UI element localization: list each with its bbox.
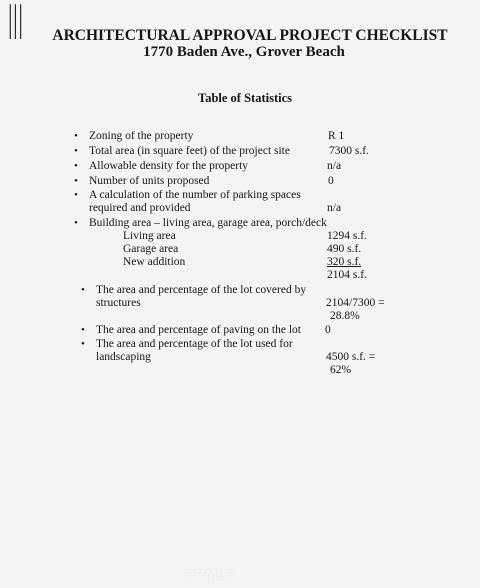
sub-value-living: 1294 s.f.: [327, 230, 367, 242]
corner-tally-mark: |||: [8, 0, 24, 40]
sub-label-living: Living area: [123, 230, 176, 242]
sub-label-addition: New addition: [123, 256, 186, 268]
item-value-paving: 0: [325, 324, 331, 336]
item-label-paving: The area and percentage of paving on the lot: [96, 324, 301, 336]
document-title: ARCHITECTURAL APPROVAL PROJECT CHECKLIST: [52, 27, 448, 44]
bullet-icon: •: [74, 189, 78, 201]
item-value-lot-covered-line2: 28.8%: [330, 310, 360, 322]
item-label-lot-covered-line2: structures: [96, 297, 141, 309]
item-label-landscaping-line1: The area and percentage of the lot used for: [96, 338, 293, 350]
item-label-density: Allowable density for the property: [89, 160, 249, 172]
building-total-value: 2104 s.f.: [327, 269, 367, 281]
bullet-icon: •: [74, 217, 78, 229]
bullet-icon: •: [81, 284, 85, 296]
item-label-parking-line2: required and provided: [89, 202, 191, 214]
sub-value-garage: 490 s.f.: [327, 243, 362, 255]
bullet-icon: •: [81, 338, 85, 350]
item-label-landscaping-line2: landscaping: [96, 351, 151, 363]
watermark: CRMLS: [185, 567, 237, 582]
bullet-icon: •: [74, 130, 78, 142]
item-label-parking-line1: A calculation of the number of parking spaces: [89, 189, 301, 201]
item-label-zoning: Zoning of the property: [89, 130, 194, 142]
item-label-lot-covered-line1: The area and percentage of the lot covered by: [96, 284, 307, 296]
sub-value-addition: 320 s.f.: [327, 256, 362, 268]
bullet-icon: •: [74, 145, 78, 157]
item-value-units: 0: [328, 175, 334, 187]
item-value-total-area: 7300 s.f.: [329, 145, 369, 157]
item-label-units: Number of units proposed: [89, 175, 210, 187]
item-value-landscaping-line2: 62%: [330, 364, 352, 376]
bullet-icon: •: [74, 175, 78, 187]
document-address: 1770 Baden Ave., Grover Beach: [143, 44, 345, 60]
item-label-building-area: Building area – living area, garage area, porch/deck: [89, 217, 327, 229]
table-heading: Table of Statistics: [198, 91, 292, 105]
sub-label-garage: Garage area: [123, 243, 179, 255]
bullet-icon: •: [81, 324, 85, 336]
item-value-lot-covered-line1: 2104/7300 =: [326, 297, 385, 309]
item-value-parking: n/a: [327, 202, 342, 214]
item-value-density: n/a: [327, 160, 342, 172]
item-value-zoning: R 1: [328, 130, 345, 142]
item-value-landscaping-line1: 4500 s.f. =: [326, 351, 376, 363]
bullet-icon: •: [74, 160, 78, 172]
item-label-total-area: Total area (in square feet) of the project site: [89, 145, 290, 157]
